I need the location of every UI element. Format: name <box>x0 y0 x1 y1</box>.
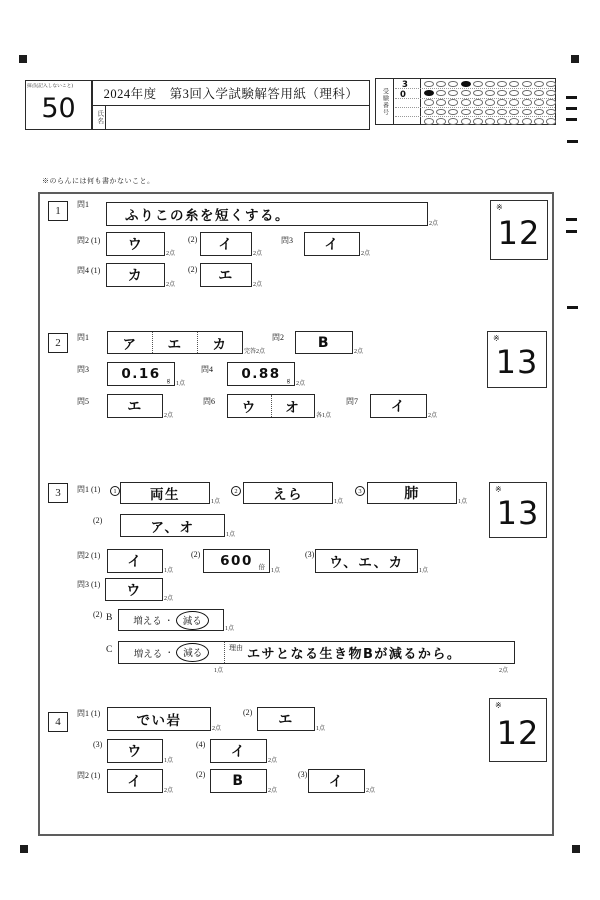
points-label: 1点 <box>176 381 186 387</box>
number-bubble-filled <box>461 81 471 88</box>
number-bubble <box>509 99 519 106</box>
total-score-label: 採点(記入しないこと) <box>27 83 73 89</box>
margin-note: ※のらんには何も書かないこと。 <box>42 177 155 185</box>
question-label: 問2 (1) <box>77 551 101 560</box>
points-label: 1点 <box>211 499 221 505</box>
total-score-box <box>25 80 92 130</box>
answer-value: でい岩 <box>136 713 182 729</box>
answer-value: ウ、エ、カ <box>329 555 404 571</box>
bubble-row-divider <box>395 88 555 89</box>
question-label: 問3 <box>77 365 89 374</box>
points-label: 1点 <box>214 668 224 674</box>
points-label: 各1点 <box>316 413 332 419</box>
points-label: 2点 <box>253 282 263 288</box>
answer-box <box>210 769 267 793</box>
question-label: 問2 <box>272 333 284 342</box>
number-bubble-filled <box>424 90 434 97</box>
question-label: (3) <box>298 770 308 779</box>
answer-box <box>106 202 428 226</box>
answer-box <box>200 263 252 287</box>
answer-cell <box>152 332 197 353</box>
question-label: 問3 <box>281 236 293 245</box>
question-label: 問1 (1) <box>77 709 101 718</box>
number-bubble <box>509 109 519 116</box>
name-label-cell <box>93 106 106 129</box>
answer-value: ウ <box>127 744 143 760</box>
answer-box <box>370 394 427 418</box>
number-bubble <box>448 99 458 106</box>
section-number-box: 4 <box>48 712 68 732</box>
answer-unit: 倍 <box>258 564 265 571</box>
exam-number-written-digit: 3 <box>402 80 408 90</box>
answer-box <box>367 482 457 504</box>
points-label: 2点 <box>361 251 371 257</box>
points-label: 2点 <box>428 413 438 419</box>
answer-cell <box>271 395 315 417</box>
number-bubble <box>436 109 446 116</box>
number-bubble <box>448 109 458 116</box>
number-bubble <box>436 99 446 106</box>
reason-label: 理由 <box>229 644 243 652</box>
section-score-box <box>487 331 547 388</box>
registration-mark <box>19 55 27 63</box>
points-label: 1点 <box>419 568 429 574</box>
number-bubble <box>424 118 434 125</box>
number-bubble <box>546 118 556 125</box>
number-bubble <box>522 109 532 116</box>
number-bubble <box>534 118 544 125</box>
name-row <box>93 106 369 129</box>
answer-value: ア <box>122 336 138 353</box>
number-bubble <box>473 99 483 106</box>
points-label: 1点 <box>458 499 468 505</box>
answer-box <box>107 549 163 573</box>
registration-mark <box>20 845 28 853</box>
answer-box <box>107 394 163 418</box>
number-bubble <box>546 99 556 106</box>
timing-mark <box>566 107 577 110</box>
points-label: 2点 <box>354 349 364 355</box>
answer-value: エ <box>167 336 183 353</box>
number-bubble <box>424 99 434 106</box>
number-bubble <box>461 109 471 116</box>
timing-mark <box>567 306 578 309</box>
points-label: 1点 <box>164 758 174 764</box>
number-bubble <box>509 81 519 88</box>
points-label: 2点 <box>164 596 174 602</box>
question-label: (2) <box>93 516 103 525</box>
number-bubble <box>485 109 495 116</box>
reference-mark: ※ <box>495 701 502 710</box>
question-label: (2) <box>188 265 198 274</box>
number-bubble <box>473 118 483 125</box>
points-label: 1点 <box>225 626 235 632</box>
number-bubble <box>461 99 471 106</box>
exam-number-label-cell <box>376 79 394 124</box>
answer-value: 600 <box>220 553 253 569</box>
answer-value: イ <box>127 554 143 570</box>
points-label: 1点 <box>271 568 281 574</box>
answer-value: B <box>232 773 245 789</box>
question-label: 問6 <box>203 397 215 406</box>
answer-box <box>243 482 333 504</box>
answer-value: 両生 <box>150 487 180 503</box>
answer-cell <box>228 395 271 417</box>
answer-box <box>210 739 267 763</box>
number-bubble <box>497 118 507 125</box>
number-bubble <box>546 90 556 97</box>
answer-value: 0.88 <box>241 366 281 382</box>
answer-value: エ <box>127 399 143 415</box>
answer-box <box>107 707 211 731</box>
circled-answer-option: 減る <box>176 643 209 662</box>
sheet-title: 2024年度 第3回入学試験解答用紙（理科） <box>93 81 369 106</box>
section-score-value: 12 <box>496 713 540 752</box>
question-label: 問2 (1) <box>77 771 101 780</box>
number-bubble <box>436 118 446 125</box>
answer-box <box>120 482 210 504</box>
number-bubble <box>497 90 507 97</box>
reference-mark: ※ <box>493 334 500 343</box>
question-label: 問2 (1) <box>77 236 101 245</box>
points-label: 2点 <box>166 251 176 257</box>
points-label: 1点 <box>316 726 326 732</box>
bubble-row-divider <box>395 116 555 117</box>
answer-value: ウ <box>241 400 257 416</box>
number-bubble <box>522 81 532 88</box>
section-score-value: 12 <box>497 213 541 252</box>
bubble-row-divider <box>395 107 555 108</box>
reference-mark: ※ <box>496 203 503 212</box>
answer-value: 0.16 <box>121 366 161 382</box>
number-bubble <box>534 90 544 97</box>
answer-value: ア、オ <box>150 519 195 536</box>
points-label: 1点 <box>164 568 174 574</box>
exam-number-label: 受験番号 <box>381 87 388 116</box>
circled-number-label: 1 <box>110 486 120 496</box>
reference-mark: ※ <box>495 485 502 494</box>
answer-cell <box>108 332 152 353</box>
number-bubble <box>448 90 458 97</box>
timing-mark <box>566 118 577 121</box>
timing-mark <box>566 230 577 233</box>
number-bubble <box>424 109 434 116</box>
number-bubble <box>436 81 446 88</box>
answer-box <box>203 549 270 573</box>
answer-value: カ <box>212 336 228 353</box>
answer-value: 肺 <box>404 486 420 502</box>
section-number-box: 1 <box>48 201 68 221</box>
question-label: (4) <box>196 740 206 749</box>
answer-box <box>120 514 225 537</box>
number-bubble <box>546 109 556 116</box>
question-label: 問1 <box>77 333 89 342</box>
points-label: 2点 <box>164 788 174 794</box>
question-label: (3) <box>305 550 315 559</box>
answer-box <box>308 769 365 793</box>
answer-box <box>107 739 163 763</box>
question-label: 問7 <box>346 397 358 406</box>
circled-number-label: 3 <box>355 486 365 496</box>
answer-value: エ <box>218 268 234 284</box>
answer-box <box>295 331 353 354</box>
name-label: 氏名 <box>96 110 104 125</box>
section-score-box <box>489 482 547 538</box>
question-label: 問4 <box>201 365 213 374</box>
answer-box <box>257 707 315 731</box>
points-label: 2点 <box>212 726 222 732</box>
question-label: 問5 <box>77 397 89 406</box>
answer-option: 増える <box>133 617 162 627</box>
answer-box <box>227 394 315 418</box>
number-bubble <box>485 81 495 88</box>
name-field <box>106 106 369 129</box>
number-bubble <box>448 81 458 88</box>
section-number-box: 3 <box>48 483 68 503</box>
points-label: 2点 <box>499 668 509 674</box>
number-bubble <box>424 81 434 88</box>
answer-box <box>107 331 243 354</box>
number-bubble <box>522 118 532 125</box>
number-bubble <box>473 81 483 88</box>
answer-box <box>118 641 515 664</box>
question-label: B <box>106 613 113 623</box>
points-label: 2点 <box>296 381 306 387</box>
answer-box <box>106 263 165 287</box>
section-score-box <box>490 200 548 260</box>
answer-value: イ <box>390 399 407 415</box>
number-bubble <box>473 90 483 97</box>
answer-value: オ <box>285 400 301 416</box>
question-label: (2) <box>243 708 253 717</box>
points-label: 2点 <box>253 251 263 257</box>
number-bubble <box>461 90 471 97</box>
answer-value: B <box>317 334 331 351</box>
circled-number-label: 2 <box>231 486 241 496</box>
section-score-value: 13 <box>496 493 540 532</box>
exam-number-written-digit: 0 <box>400 89 406 100</box>
number-bubble <box>534 109 544 116</box>
number-bubble <box>485 118 495 125</box>
points-label: 2点 <box>268 758 278 764</box>
number-bubble <box>497 81 507 88</box>
answer-value: イ <box>230 744 247 760</box>
number-bubble <box>485 99 495 106</box>
exam-number-box <box>375 78 556 125</box>
question-label: (2) <box>93 610 103 619</box>
answer-cell <box>197 332 242 353</box>
question-label: (2) <box>196 770 206 779</box>
answer-box <box>315 549 418 573</box>
answer-option: 増える <box>133 649 163 660</box>
number-bubble <box>534 99 544 106</box>
points-label: 2点 <box>268 788 278 794</box>
answer-value: えら <box>273 487 303 503</box>
choice-separator: ・ <box>164 615 173 625</box>
answer-value: カ <box>127 268 144 284</box>
question-label: 問4 (1) <box>77 266 101 275</box>
question-label: 問1 (1) <box>77 485 101 494</box>
answer-value: エ <box>278 712 294 728</box>
points-label: 1点 <box>226 532 236 538</box>
points-label: 1点 <box>334 499 344 505</box>
points-label: 2点 <box>366 788 376 794</box>
number-bubble <box>522 99 532 106</box>
answer-value: イ <box>218 237 234 253</box>
answer-value: イ <box>328 774 345 790</box>
section-score-value: 13 <box>495 343 539 381</box>
registration-mark <box>572 845 580 853</box>
total-score-value: 50 <box>41 93 76 124</box>
answer-unit: g <box>286 377 290 384</box>
number-bubble <box>509 90 519 97</box>
answer-box <box>304 232 360 256</box>
question-label: 問3 (1) <box>77 580 101 589</box>
number-bubble <box>436 90 446 97</box>
answer-value: イ <box>324 237 340 253</box>
answer-box <box>200 232 252 256</box>
answer-reason-text: エサとなる生き物Bが減るから。 <box>247 647 462 662</box>
number-bubble <box>522 90 532 97</box>
answer-box <box>107 769 163 793</box>
points-label: 2点 <box>166 282 176 288</box>
timing-mark <box>566 218 577 221</box>
points-label: 2点 <box>164 413 174 419</box>
answer-box <box>118 609 224 631</box>
number-bubble <box>461 118 471 125</box>
section-number-box: 2 <box>48 333 68 353</box>
question-label: C <box>106 645 113 655</box>
answer-box <box>107 362 175 386</box>
number-bubble <box>546 81 556 88</box>
number-bubble <box>473 109 483 116</box>
answer-box <box>227 362 295 386</box>
points-label: 2点 <box>429 221 439 227</box>
answer-box <box>106 232 165 256</box>
points-label: 完答2点 <box>244 349 266 355</box>
section-score-box <box>489 698 547 762</box>
timing-mark <box>566 96 577 99</box>
number-bubble <box>534 81 544 88</box>
answer-unit: g <box>166 377 170 384</box>
number-bubble <box>485 90 495 97</box>
number-bubble <box>497 109 507 116</box>
question-label: (2) <box>191 550 201 559</box>
answer-choice-part <box>119 642 225 663</box>
number-bubble <box>509 118 519 125</box>
title-box <box>92 80 370 130</box>
question-label: (2) <box>188 235 198 244</box>
number-bubble <box>448 118 458 125</box>
answer-value: ウ <box>127 237 144 253</box>
answer-reason-part <box>225 642 514 663</box>
choice-separator: ・ <box>165 648 174 657</box>
answer-value: ふりこの糸を短くする。 <box>125 208 290 224</box>
answer-box <box>105 578 163 601</box>
registration-mark <box>571 55 579 63</box>
answer-value: ウ <box>126 582 142 599</box>
answer-value: イ <box>127 774 143 790</box>
question-label: (3) <box>93 740 103 749</box>
circled-answer-option: 減る <box>176 611 209 630</box>
question-label: 問1 <box>77 200 89 209</box>
timing-mark <box>567 140 578 143</box>
number-bubble <box>497 99 507 106</box>
